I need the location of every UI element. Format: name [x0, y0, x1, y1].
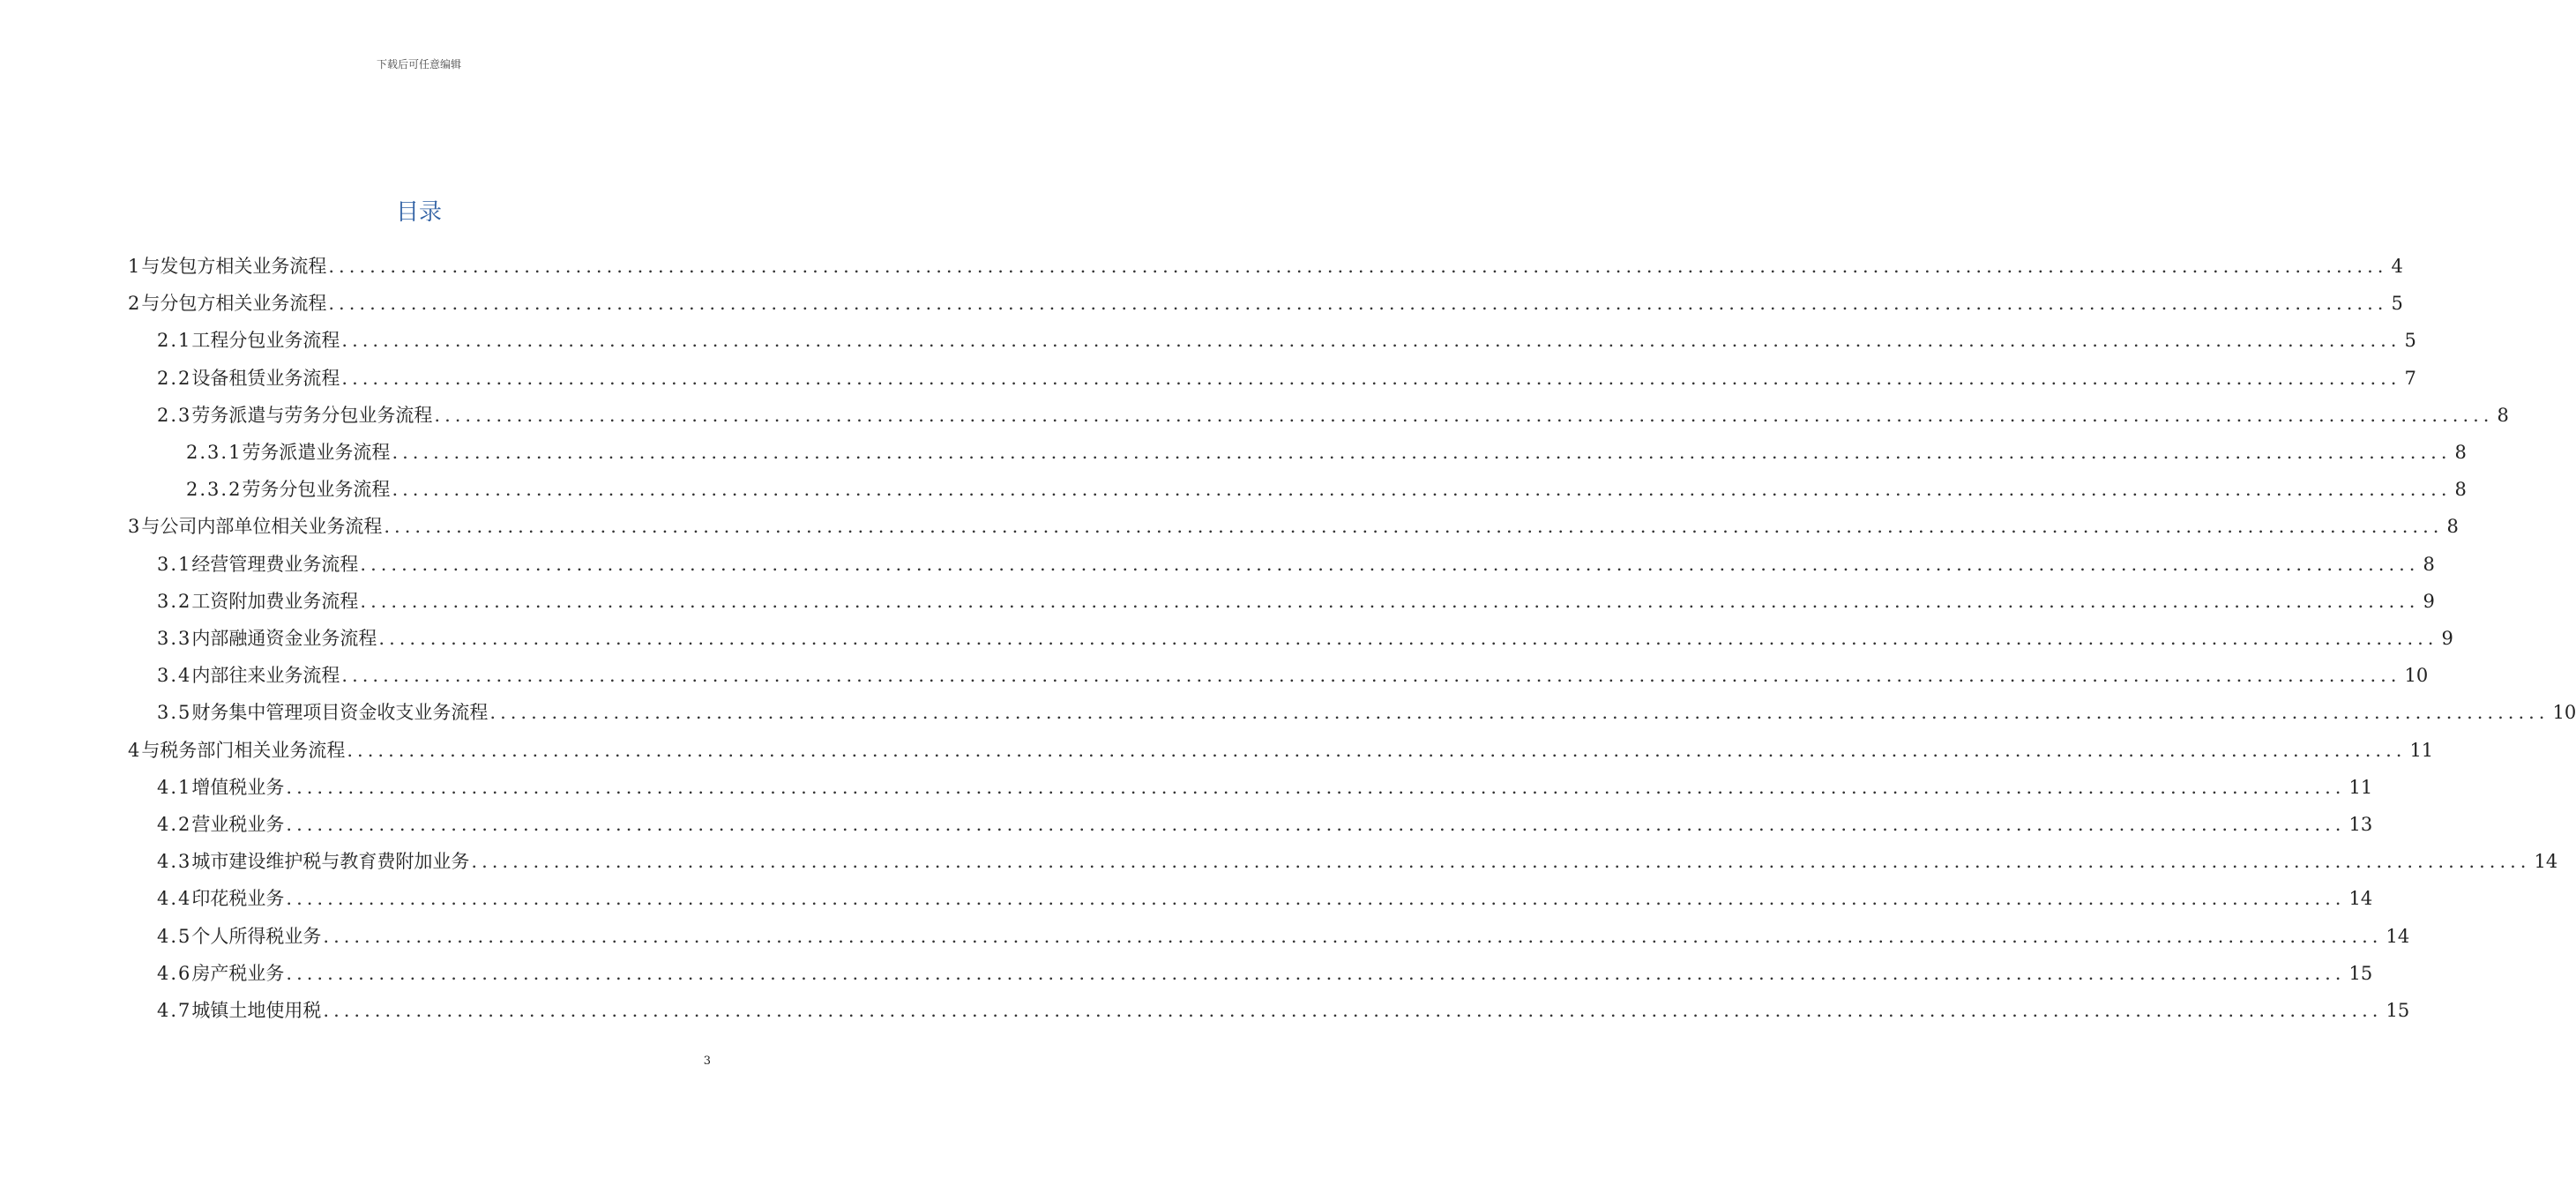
toc-leader-dots: ........................................................................................................................................................................................................ — [489, 702, 2550, 724]
toc-entry-title: 与公司内部单位相关业务流程 — [141, 516, 383, 538]
toc-entry[interactable] — [128, 286, 2403, 321]
toc-leader-dots: ........................................................................................................................................................................................................ — [328, 256, 2388, 277]
toc-entry-number: 4.6 — [157, 962, 192, 984]
toc-entry[interactable] — [157, 584, 2435, 619]
toc-entry-number: 3.5 — [157, 702, 192, 724]
toc-entry-page: 4 — [2391, 256, 2403, 277]
toc-entry[interactable] — [128, 509, 2459, 544]
toc-entry[interactable] — [157, 881, 2373, 916]
toc-entry-number: 4.3 — [157, 851, 192, 873]
toc-entry-number: 2 — [128, 293, 142, 315]
toc-entry-number: 1 — [128, 256, 142, 277]
toc-entry-title: 城镇土地使用税 — [191, 1000, 322, 1021]
toc-entry-number: 4.2 — [157, 814, 192, 835]
toc-entry-number: 3.1 — [157, 553, 192, 575]
toc-leader-dots: ........................................................................................................................................................................................................ — [341, 330, 2401, 352]
toc-entry-title: 营业税业务 — [191, 814, 285, 835]
toc-title: 目录 — [395, 199, 442, 226]
toc-entry[interactable] — [128, 249, 2403, 284]
toc-entry-number: 3.3 — [157, 628, 192, 649]
toc-entry-number: 4 — [128, 739, 142, 761]
toc-leader-dots: ........................................................................................................................................................................................................ — [286, 888, 2346, 910]
toc-entry-title: 印花税业务 — [191, 888, 285, 910]
toc-entry-page: 15 — [2348, 962, 2373, 984]
toc-leader-dots: ........................................................................................................................................................................................................ — [286, 776, 2346, 798]
page-header: 下载后可任意编辑 — [376, 58, 461, 71]
toc-entry-title: 财务集中管理项目资金收支业务流程 — [191, 702, 489, 724]
toc-entry[interactable] — [157, 547, 2435, 582]
toc-entry-number: 4.7 — [157, 1000, 192, 1021]
toc-leader-dots: ........................................................................................................................................................................................................ — [392, 479, 2452, 501]
toc-entry-page: 10 — [2552, 702, 2576, 724]
toc-entry-title: 工程分包业务流程 — [191, 330, 340, 352]
toc-entry[interactable] — [157, 956, 2373, 991]
toc-entry-title: 与发包方相关业务流程 — [141, 256, 327, 277]
toc-entry-number: 2.2 — [157, 367, 192, 389]
toc-entry[interactable] — [157, 621, 2453, 656]
toc-entry[interactable] — [186, 472, 2467, 507]
toc-entry-page: 9 — [2441, 628, 2453, 649]
toc-entry-page: 11 — [2348, 776, 2373, 798]
toc-entry[interactable] — [157, 695, 2576, 730]
toc-entry[interactable] — [186, 435, 2467, 470]
toc-entry[interactable] — [157, 770, 2373, 805]
toc-entry-page: 5 — [2404, 330, 2416, 352]
toc-leader-dots: ........................................................................................................................................................................................................ — [323, 1000, 2383, 1021]
toc-entry-page: 8 — [2423, 553, 2435, 575]
toc-entry[interactable] — [157, 807, 2373, 842]
toc-leader-dots: ........................................................................................................................................................................................................ — [378, 628, 2438, 649]
toc-entry-title: 个人所得税业务 — [191, 925, 322, 947]
toc-entry-number: 3 — [128, 516, 142, 538]
toc-leader-dots: ........................................................................................................................................................................................................ — [286, 814, 2346, 835]
toc-entry[interactable] — [157, 398, 2509, 433]
toc-entry-title: 内部往来业务流程 — [191, 665, 340, 687]
toc-entry[interactable] — [157, 919, 2410, 954]
toc-entry-title: 房产税业务 — [191, 962, 285, 984]
toc-entry-title: 设备租赁业务流程 — [191, 367, 340, 389]
toc-entry-page: 8 — [2454, 479, 2467, 501]
toc-entry-page: 8 — [2446, 516, 2459, 538]
toc-entry[interactable] — [128, 733, 2434, 768]
toc-leader-dots: ........................................................................................................................................................................................................ — [286, 962, 2346, 984]
toc-entry-page: 9 — [2423, 590, 2435, 612]
toc-entry-page: 14 — [2386, 925, 2410, 947]
toc-entry-number: 2.3 — [157, 404, 192, 426]
toc-entry[interactable] — [157, 361, 2416, 396]
toc-entry-page: 14 — [2348, 888, 2373, 910]
toc-entry-title: 增值税业务 — [191, 776, 285, 798]
toc-leader-dots: ........................................................................................................................................................................................................ — [328, 293, 2388, 315]
toc-entry-number: 4.4 — [157, 888, 192, 910]
toc-entry-page: 13 — [2348, 814, 2373, 835]
page-number: 3 — [703, 1055, 711, 1068]
toc-entry-title: 内部融通资金业务流程 — [191, 628, 377, 649]
toc-entry-title: 工资附加费业务流程 — [191, 590, 359, 612]
toc-leader-dots: ........................................................................................................................................................................................................ — [384, 516, 2444, 538]
toc-leader-dots: ........................................................................................................................................................................................................ — [434, 404, 2494, 426]
toc-entry[interactable] — [157, 844, 2558, 879]
toc-entry-number: 4.1 — [157, 776, 192, 798]
toc-entry-title: 城市建设维护税与教育费附加业务 — [191, 851, 470, 873]
toc-entry-page: 14 — [2534, 851, 2558, 873]
toc-entry-number: 3.2 — [157, 590, 192, 612]
toc-entry-title: 与税务部门相关业务流程 — [141, 739, 346, 761]
toc-entry-page: 15 — [2386, 1000, 2410, 1021]
toc-entry[interactable] — [157, 658, 2429, 693]
toc-entry-page: 8 — [2454, 442, 2467, 463]
toc-entry[interactable] — [157, 323, 2416, 358]
toc-entry[interactable] — [157, 993, 2410, 1028]
toc-entry-number: 3.4 — [157, 665, 192, 687]
toc-entry-page: 10 — [2404, 665, 2429, 687]
toc-leader-dots: ........................................................................................................................................................................................................ — [360, 553, 2420, 575]
toc-entry-number: 2.1 — [157, 330, 192, 352]
toc-entry-number: 4.5 — [157, 925, 192, 947]
toc-leader-dots: ........................................................................................................................................................................................................ — [341, 367, 2401, 389]
toc-leader-dots: ........................................................................................................................................................................................................ — [341, 665, 2401, 687]
toc-leader-dots: ........................................................................................................................................................................................................ — [392, 442, 2452, 463]
toc-leader-dots: ........................................................................................................................................................................................................ — [323, 925, 2383, 947]
toc-entry-page: 5 — [2391, 293, 2403, 315]
toc-leader-dots: ........................................................................................................................................................................................................ — [347, 739, 2407, 761]
toc-entry-title: 与分包方相关业务流程 — [141, 293, 327, 315]
toc-entry-title: 劳务分包业务流程 — [242, 479, 391, 501]
toc-leader-dots: ........................................................................................................................................................................................................ — [360, 590, 2420, 612]
toc-entry-page: 11 — [2409, 739, 2434, 761]
toc-entry-title: 劳务派遣与劳务分包业务流程 — [191, 404, 433, 426]
toc-entry-number: 2.3.2 — [186, 479, 243, 501]
toc-entry-page: 8 — [2497, 404, 2509, 426]
toc-entry-number: 2.3.1 — [186, 442, 243, 463]
toc-leader-dots: ........................................................................................................................................................................................................ — [471, 851, 2531, 873]
toc-entry-page: 7 — [2404, 367, 2416, 389]
toc-entry-title: 劳务派遣业务流程 — [242, 442, 391, 463]
toc-entry-title: 经营管理费业务流程 — [191, 553, 359, 575]
